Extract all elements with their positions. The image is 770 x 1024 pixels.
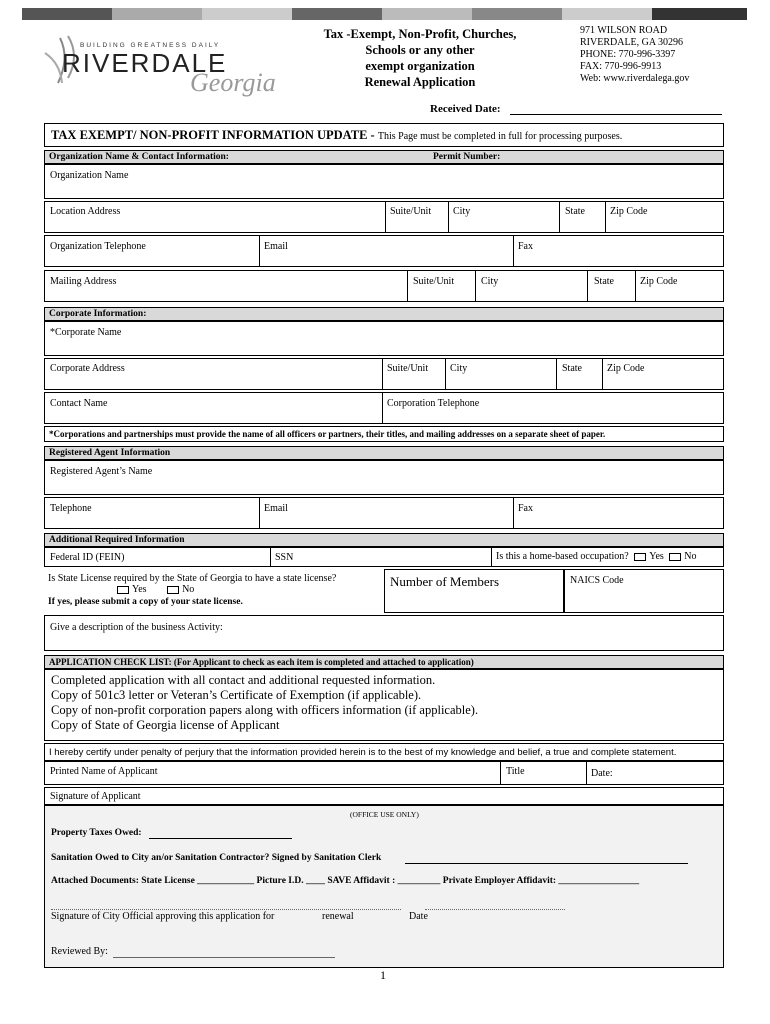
agent-contact-row[interactable] bbox=[44, 497, 724, 529]
yes-checkbox[interactable] bbox=[634, 553, 646, 561]
address-line: RIVERDALE, GA 30296 bbox=[580, 37, 684, 48]
no-label: No bbox=[182, 584, 195, 595]
corp-address-row[interactable] bbox=[44, 358, 724, 390]
if-yes-note: If yes, please submit a copy of your state license. bbox=[48, 597, 243, 607]
checklist-item[interactable]: Copy of State of Georgia license of Applicant bbox=[51, 718, 280, 732]
signature-row[interactable] bbox=[44, 787, 724, 805]
checklist-item[interactable]: Completed application with all contact and additional requested information. bbox=[51, 673, 436, 687]
printed-name-label: Printed Name of Applicant bbox=[50, 766, 158, 777]
fax-label: Fax bbox=[518, 241, 533, 252]
no-label: No bbox=[684, 551, 697, 562]
checklist-box bbox=[44, 669, 724, 741]
section-title-box bbox=[44, 123, 724, 147]
corp-name-label: *Corporate Name bbox=[50, 327, 122, 338]
corp-name-field[interactable] bbox=[44, 321, 724, 356]
corp-contact-row[interactable] bbox=[44, 392, 724, 424]
state-license-question: Is State License required by the State of Georgia to have a state license? bbox=[48, 573, 337, 584]
additional-header-label: Additional Required Information bbox=[49, 535, 185, 545]
ssn-label: SSN bbox=[275, 552, 294, 563]
logo-tagline: BUILDING GREATNESS DAILY bbox=[80, 42, 221, 49]
permit-number-label: Permit Number: bbox=[433, 152, 501, 162]
no-checkbox[interactable] bbox=[167, 586, 179, 594]
printed-name-row[interactable] bbox=[44, 761, 724, 785]
email-label: Email bbox=[264, 241, 288, 252]
corp-note bbox=[44, 426, 724, 442]
received-date-label: Received Date: bbox=[430, 103, 501, 115]
email-label: Email bbox=[264, 503, 288, 514]
property-taxes-line[interactable] bbox=[149, 838, 292, 839]
naics-label: NAICS Code bbox=[570, 575, 624, 586]
official-date-label: Date bbox=[409, 911, 428, 922]
date-label: Date: bbox=[591, 768, 613, 779]
official-signature-label: Signature of City Official approving this application for bbox=[51, 911, 275, 922]
official-date-line[interactable] bbox=[425, 909, 565, 910]
title-line: Tax -Exempt, Non-Profit, Churches, bbox=[323, 27, 517, 41]
corp-section-header bbox=[44, 307, 724, 321]
mailing-address-label: Mailing Address bbox=[50, 276, 117, 287]
title-line: exempt organization bbox=[365, 59, 475, 73]
corp-header-label: Corporate Information: bbox=[49, 309, 147, 319]
reviewed-by-label: Reviewed By: bbox=[51, 946, 108, 957]
title-line: Schools or any other bbox=[365, 43, 475, 57]
org-contact-row[interactable] bbox=[44, 235, 724, 267]
description-field[interactable] bbox=[44, 615, 724, 651]
additional-section-header bbox=[44, 533, 724, 547]
suite-unit-label: Suite/Unit bbox=[390, 206, 432, 217]
checklist-item[interactable]: Copy of 501c3 letter or Veteran’s Certificate of Exemption (if applicable). bbox=[51, 688, 422, 702]
location-address-label: Location Address bbox=[50, 206, 121, 217]
no-checkbox[interactable] bbox=[669, 553, 681, 561]
signature-label: Signature of Applicant bbox=[50, 791, 141, 802]
fein-label: Federal ID (FEIN) bbox=[50, 552, 125, 563]
contact-name-label: Contact Name bbox=[50, 398, 108, 409]
attached-docs-label: Attached Documents: State License ____________ Picture I.D. ____ SAVE Affidavit : _________ Private Employer Affidavit: _________________ bbox=[51, 876, 640, 886]
city-address bbox=[580, 25, 689, 85]
office-use-label: (OFFICE USE ONLY) bbox=[350, 810, 419, 819]
agent-telephone-label: Telephone bbox=[50, 503, 92, 514]
certification-statement bbox=[44, 743, 724, 761]
suite-unit-label: Suite/Unit bbox=[387, 363, 429, 374]
org-name-field[interactable] bbox=[44, 164, 724, 199]
address-line: PHONE: 770-996-3397 bbox=[580, 49, 676, 60]
sanitation-label: Sanitation Owed to City an/or Sanitation Contractor? Signed by Sanitation Clerk bbox=[51, 853, 382, 863]
corp-note-text: *Corporations and partnerships must provide the name of all officers or partners, their titles, and mailing addresses on a separate sheet of paper. bbox=[49, 429, 606, 439]
state-license-options bbox=[114, 584, 194, 595]
checklist-item[interactable]: Copy of non-profit corporation papers along with officers information (if applicable). bbox=[51, 703, 479, 717]
logo-name: RIVERDALE bbox=[62, 48, 228, 78]
section-title: TAX EXEMPT/ NON-PROFIT INFORMATION UPDATE - bbox=[51, 128, 375, 142]
address-line: 971 WILSON ROAD bbox=[580, 25, 668, 36]
state-label: State bbox=[562, 363, 582, 374]
yes-label: Yes bbox=[132, 584, 147, 595]
location-address-row[interactable] bbox=[44, 201, 724, 233]
form-title bbox=[300, 26, 540, 90]
org-section-header bbox=[44, 150, 724, 164]
title-label: Title bbox=[506, 766, 525, 777]
received-date-line[interactable] bbox=[510, 114, 722, 115]
city-label: City bbox=[450, 363, 468, 374]
zip-label: Zip Code bbox=[610, 206, 648, 217]
state-label: State bbox=[594, 276, 614, 287]
checklist-header bbox=[44, 655, 724, 669]
fax-label: Fax bbox=[518, 503, 533, 514]
members-field[interactable] bbox=[384, 569, 564, 613]
members-label: Number of Members bbox=[390, 574, 500, 589]
zip-label: Zip Code bbox=[640, 276, 678, 287]
agent-name-label: Registered Agent’s Name bbox=[50, 466, 153, 477]
address-line: FAX: 770-996-9913 bbox=[580, 61, 662, 72]
state-label: State bbox=[565, 206, 585, 217]
corp-telephone-label: Corporation Telephone bbox=[387, 398, 480, 409]
reviewed-by-line[interactable] bbox=[113, 957, 335, 958]
address-line: Web: www.riverdalega.gov bbox=[580, 73, 690, 84]
renewal-label: renewal bbox=[322, 911, 354, 922]
org-telephone-label: Organization Telephone bbox=[50, 241, 146, 252]
agent-section-header bbox=[44, 446, 724, 460]
logo-state: Georgia bbox=[190, 68, 276, 97]
agent-name-field[interactable] bbox=[44, 460, 724, 495]
official-signature-line[interactable] bbox=[51, 909, 401, 910]
home-based-label: Is this a home-based occupation? bbox=[496, 551, 629, 562]
home-based-question bbox=[496, 551, 697, 562]
sanitation-line[interactable] bbox=[405, 863, 688, 864]
naics-field[interactable] bbox=[564, 569, 724, 613]
checklist-header-label: APPLICATION CHECK LIST: (For Applicant to check as each item is completed and attached to application) bbox=[49, 657, 474, 667]
riverdale-logo bbox=[40, 28, 280, 98]
property-taxes-label: Property Taxes Owed: bbox=[51, 828, 142, 838]
page-number: 1 bbox=[380, 968, 386, 982]
city-label: City bbox=[481, 276, 499, 287]
agent-header-label: Registered Agent Information bbox=[49, 448, 171, 458]
yes-checkbox[interactable] bbox=[117, 586, 129, 594]
id-row[interactable] bbox=[44, 547, 724, 567]
title-line: Renewal Application bbox=[364, 75, 476, 89]
org-header-label: Organization Name & Contact Information: bbox=[49, 152, 229, 162]
mailing-address-row[interactable] bbox=[44, 270, 724, 302]
certification-text: I hereby certify under penalty of perjury that the information provided herein is to the best of my knowledge and belief, a true and complete statement. bbox=[49, 747, 677, 758]
corp-address-label: Corporate Address bbox=[50, 363, 125, 374]
office-use-box bbox=[44, 805, 724, 968]
suite-unit-label: Suite/Unit bbox=[413, 276, 455, 287]
city-label: City bbox=[453, 206, 471, 217]
yes-label: Yes bbox=[649, 551, 664, 562]
org-name-label: Organization Name bbox=[50, 170, 129, 181]
description-label: Give a description of the business Activity: bbox=[50, 622, 223, 633]
top-decorative-bar bbox=[22, 8, 747, 20]
zip-label: Zip Code bbox=[607, 363, 645, 374]
section-note: This Page must be completed in full for processing purposes. bbox=[377, 131, 623, 142]
